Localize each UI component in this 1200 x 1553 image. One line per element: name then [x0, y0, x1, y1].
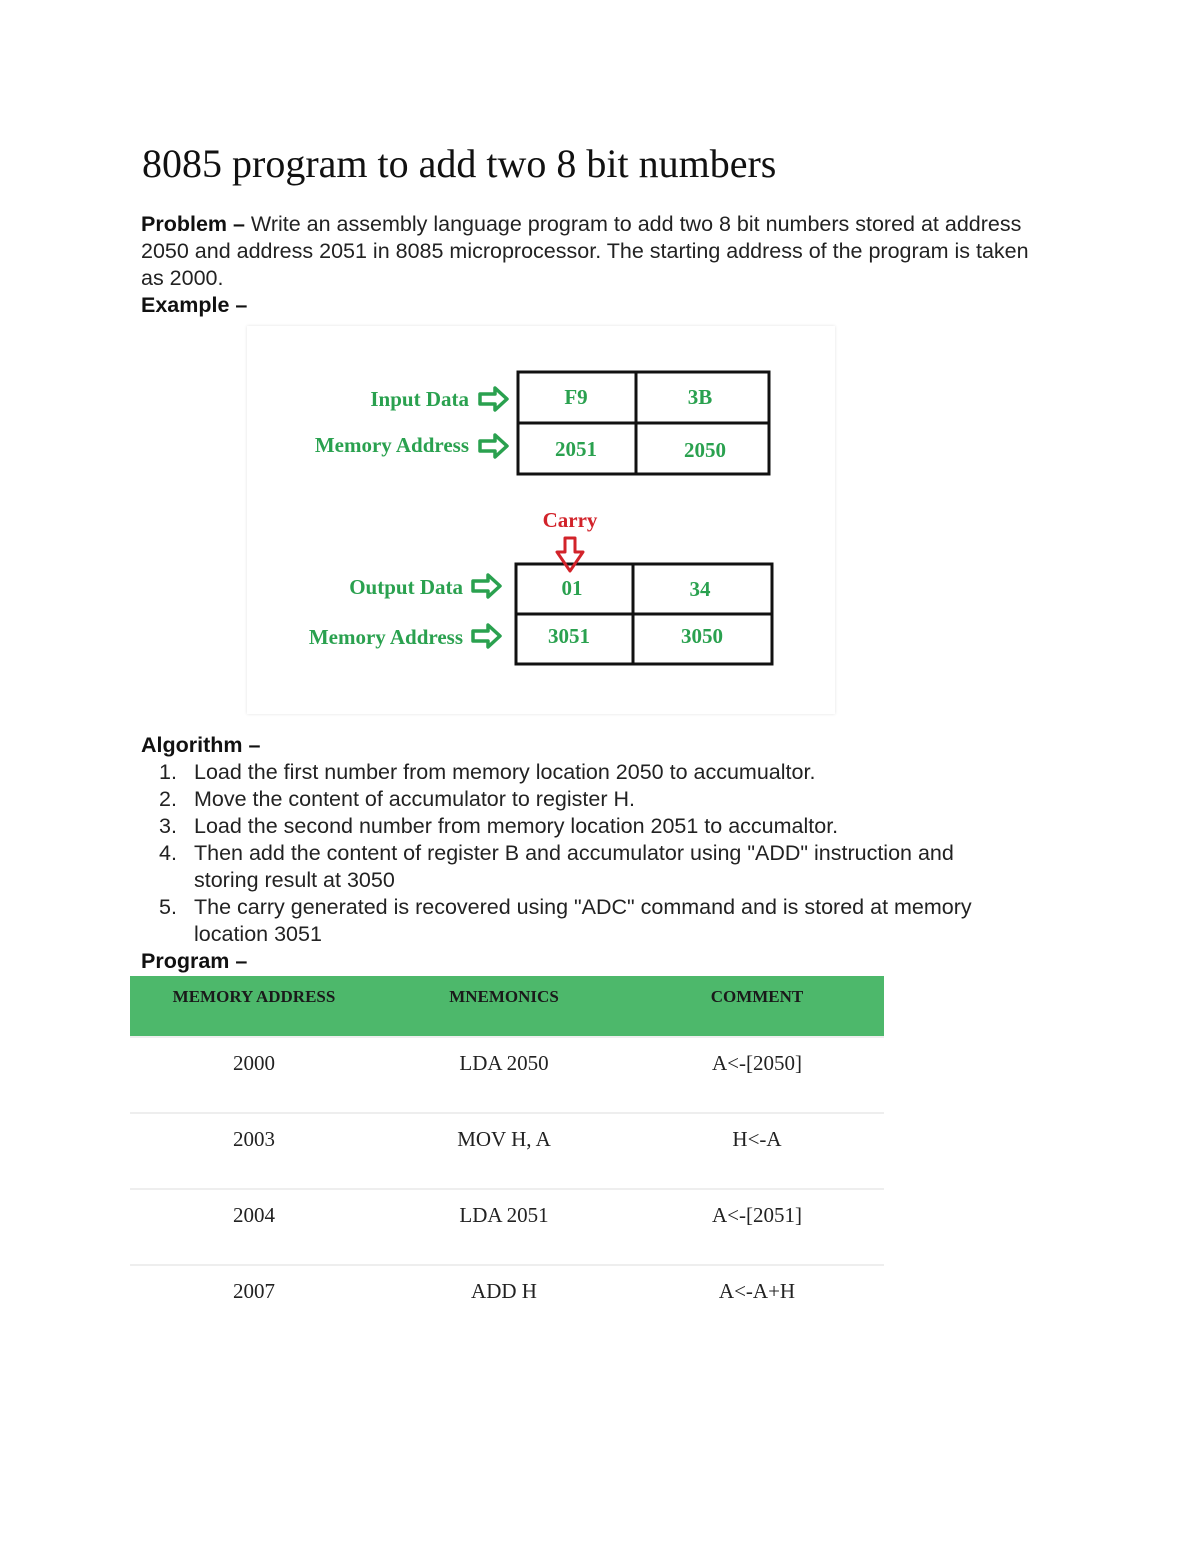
column-header: COMMENT [710, 987, 804, 1006]
table-cell: 2004 [233, 1203, 275, 1227]
table-cell: 2007 [233, 1279, 275, 1303]
program-table [130, 976, 884, 1340]
problem-statement [141, 211, 1041, 292]
list-item: 4. Then add the content of register B and accumulator using "ADD" instruction and storing result at 3050 [159, 841, 954, 892]
table-cell: MOV H, A [457, 1127, 551, 1151]
table-row [130, 1188, 884, 1264]
list-item: 1. Load the first number from memory location 2050 to accumualtor. [159, 760, 816, 784]
input-address-1: 2051 [555, 437, 597, 461]
output-value-1: 01 [561, 576, 583, 600]
table-header [130, 976, 884, 1036]
arrow-right-icon [480, 435, 507, 457]
output-value-2: 34 [689, 577, 711, 601]
list-item: 2. Move the content of accumulator to register H. [159, 787, 635, 811]
program-label: Program – [141, 949, 248, 973]
arrow-right-icon [473, 575, 500, 597]
table-row [130, 1264, 884, 1340]
arrow-right-icon [473, 625, 500, 647]
table-cell: A<-A+H [718, 1279, 796, 1303]
table-cell: H<-A [732, 1127, 782, 1151]
input-address-2: 2050 [684, 438, 726, 462]
table-cell: 2003 [233, 1127, 275, 1151]
table-cell: A<-[2051] [712, 1203, 802, 1227]
column-header: MNEMONICS [449, 987, 559, 1006]
arrow-right-icon [480, 388, 507, 410]
table-cell: A<-[2050] [712, 1051, 802, 1075]
output-address-2: 3050 [681, 624, 723, 648]
list-item: 3. Load the second number from memory location 2051 to accumaltor. [159, 814, 839, 838]
example-diagram [247, 326, 835, 714]
carry-label: Carry [542, 508, 598, 532]
page-title: 8085 program to add two 8 bit numbers [142, 141, 777, 186]
output-address-label: Memory Address [308, 625, 463, 649]
table-cell: LDA 2050 [459, 1051, 549, 1075]
output-data-label: Output Data [349, 575, 463, 599]
table-row [130, 1036, 884, 1112]
example-label: Example – [141, 293, 248, 317]
list-item: 5. The carry generated is recovered using "ADC" command and is stored at memory location 3051 [159, 895, 972, 946]
table-cell: ADD H [471, 1279, 537, 1303]
carry-arrow-down-icon [557, 538, 583, 571]
input-data-label: Input Data [370, 387, 469, 411]
column-header: MEMORY ADDRESS [172, 987, 336, 1006]
input-value-2: 3B [687, 385, 713, 409]
table-row [130, 1112, 884, 1188]
table-cell: LDA 2051 [459, 1203, 549, 1227]
table-cell: 2000 [233, 1051, 275, 1075]
input-value-1: F9 [564, 385, 588, 409]
algorithm-label: Algorithm – [141, 733, 261, 757]
output-address-1: 3051 [548, 624, 590, 648]
problem-text: Write an assembly language program to add two 8 bit numbers stored at address 2050 and address 2051 in 8085 microprocessor. The starting address of the program is taken as 2000. [141, 212, 1029, 290]
algorithm-steps [141, 759, 1001, 948]
input-address-label: Memory Address [314, 433, 469, 457]
problem-label: Problem – [141, 212, 245, 236]
